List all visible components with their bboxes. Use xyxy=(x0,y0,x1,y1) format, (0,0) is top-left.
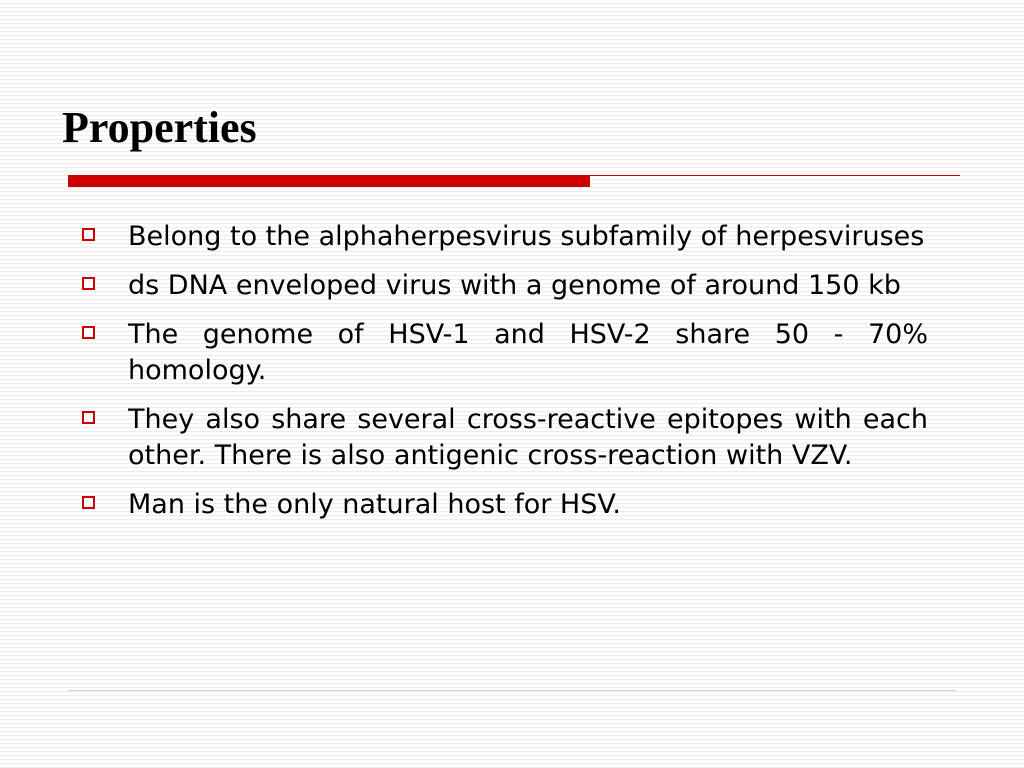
slide-title: Properties xyxy=(62,103,257,152)
hollow-square-bullet-icon xyxy=(82,411,95,424)
bullet-item xyxy=(82,268,928,304)
bullet-text: Man is the only natural host for HSV. xyxy=(128,489,621,520)
hollow-square-bullet-icon xyxy=(82,277,95,290)
footer-divider xyxy=(68,690,956,691)
bullet-text: ds DNA enveloped virus with a genome of around 150 kb xyxy=(128,270,901,301)
bullet-item xyxy=(82,219,928,255)
bullet-text: Belong to the alphaherpesvirus subfamily of herpesviruses xyxy=(128,221,925,252)
hollow-square-bullet-icon xyxy=(82,228,95,241)
bullet-list xyxy=(82,219,928,536)
bullet-item xyxy=(82,402,928,474)
bullet-text: The genome of HSV-1 and HSV-2 share 50 - 70% homology. xyxy=(128,319,928,386)
hollow-square-bullet-icon xyxy=(82,326,95,339)
bullet-item xyxy=(82,317,928,389)
hollow-square-bullet-icon xyxy=(82,496,95,509)
title-underline-thick xyxy=(68,176,590,187)
bullet-text: They also share several cross-reactive epitopes with each other. There is also antigenic cross-reaction with VZV. xyxy=(128,404,928,471)
bullet-item xyxy=(82,487,928,523)
